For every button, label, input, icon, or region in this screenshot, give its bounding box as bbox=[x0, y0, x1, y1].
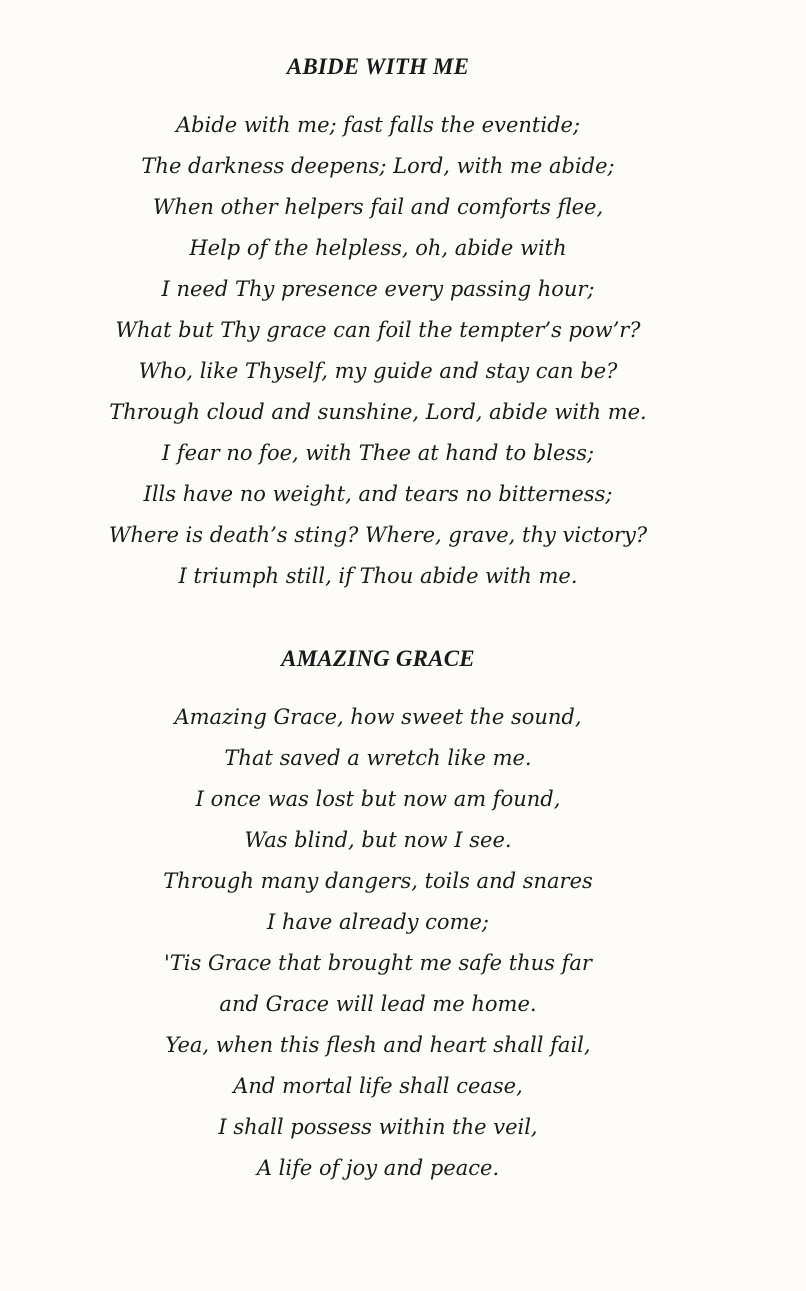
lyric-line: I once was lost but now am found, bbox=[195, 787, 561, 811]
lyric-line: Was blind, but now I see. bbox=[244, 828, 512, 852]
lyric-line: I need Thy presence every passing hour; bbox=[161, 277, 595, 301]
hymn-lyrics-amazing-grace bbox=[0, 697, 756, 1189]
lyric-line: Through cloud and sunshine, Lord, abide with me. bbox=[109, 400, 647, 424]
lyric-line: What but Thy grace can foil the tempter’s pow’r? bbox=[115, 318, 641, 342]
lyric-line: And mortal life shall cease, bbox=[233, 1074, 523, 1098]
lyric-line: The darkness deepens; Lord, with me abide; bbox=[141, 154, 615, 178]
lyric-line: When other helpers fail and comforts flee, bbox=[152, 195, 604, 219]
lyric-line: Help of the helpless, oh, abide with bbox=[189, 236, 567, 260]
lyric-line: That saved a wretch like me. bbox=[224, 746, 532, 770]
lyric-line: Through many dangers, toils and snares bbox=[163, 869, 593, 893]
lyric-line: A life of joy and peace. bbox=[256, 1156, 500, 1180]
hymn-lyrics-abide-with-me bbox=[0, 105, 756, 597]
lyric-line: I have already come; bbox=[266, 910, 489, 934]
lyric-line: Amazing Grace, how sweet the sound, bbox=[174, 705, 582, 729]
lyric-line: and Grace will lead me home. bbox=[219, 992, 537, 1016]
lyric-line: I fear no foe, with Thee at hand to bless; bbox=[161, 441, 595, 465]
lyric-line: 'Tis Grace that brought me safe thus far bbox=[164, 951, 592, 975]
lyric-line: Yea, when this flesh and heart shall fail, bbox=[165, 1033, 591, 1057]
lyric-line: I triumph still, if Thou abide with me. bbox=[178, 564, 578, 588]
lyric-line: Where is death’s sting? Where, grave, thy victory? bbox=[108, 523, 648, 547]
lyric-line: Who, like Thyself, my guide and stay can be? bbox=[138, 359, 618, 383]
lyric-line: Ills have no weight, and tears no bitterness; bbox=[143, 482, 613, 506]
lyric-line: Abide with me; fast falls the eventide; bbox=[175, 113, 581, 137]
hymn-title-abide-with-me: ABIDE WITH ME bbox=[286, 54, 470, 79]
hymn-title-amazing-grace: AMAZING GRACE bbox=[281, 646, 475, 671]
lyric-line: I shall possess within the veil, bbox=[218, 1115, 538, 1139]
